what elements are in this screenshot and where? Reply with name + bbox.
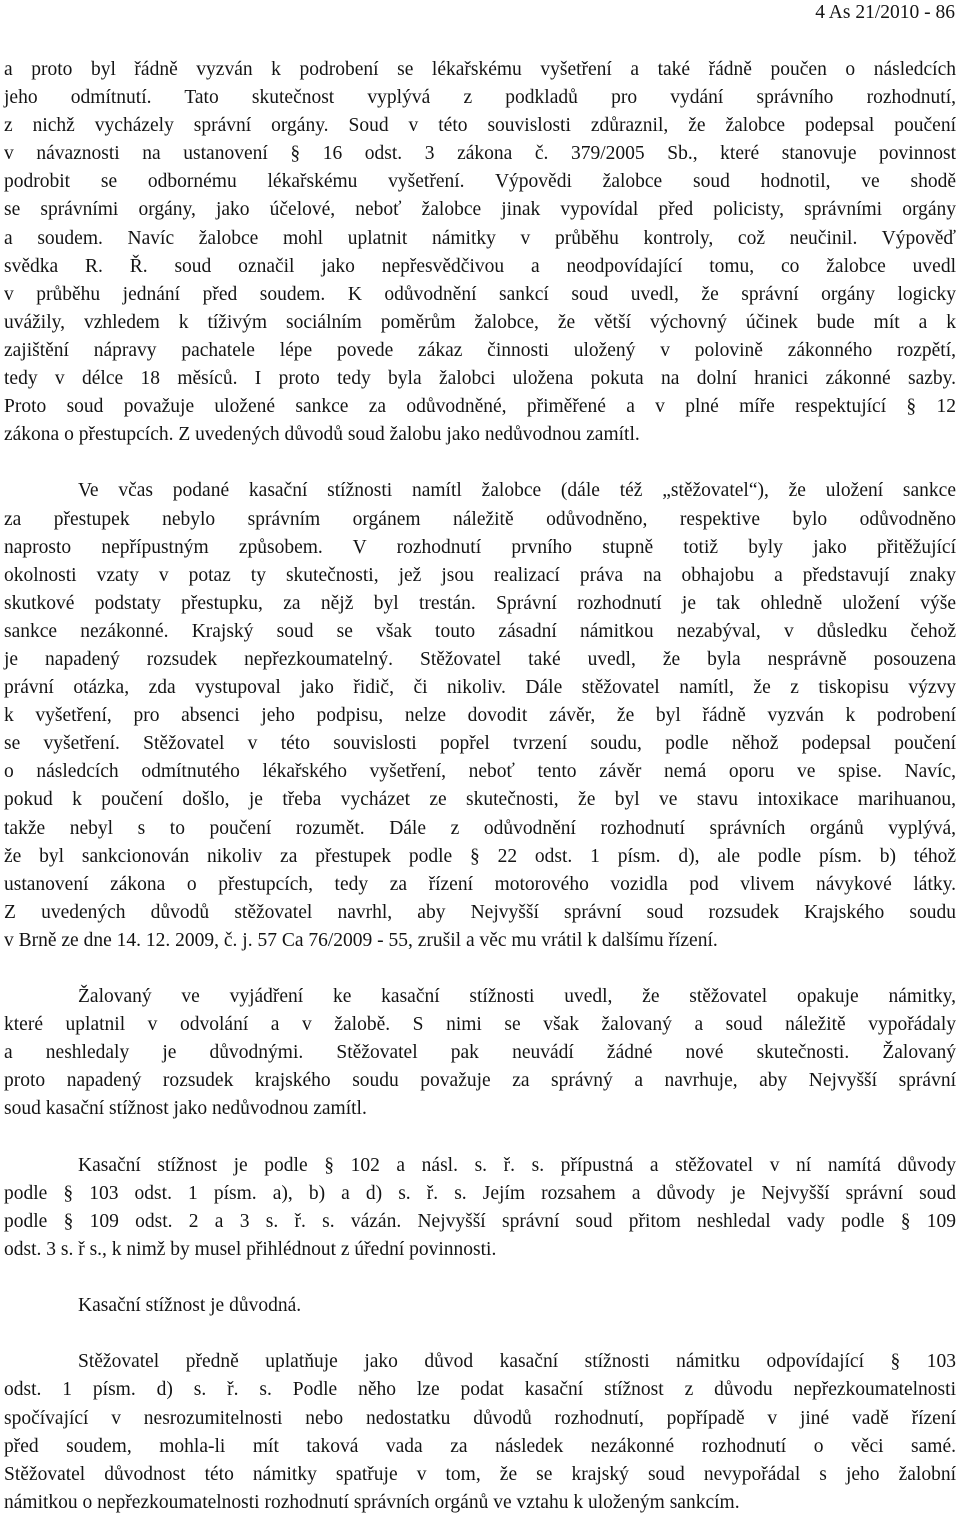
text-line: za přestupek nebylo správním orgánem náležitě odůvodněno, respektive bylo odůvodněno — [4, 508, 956, 530]
text-line: Stěžovatel předně uplatňuje jako důvod kasační stížnosti námitku odpovídající § 103 — [78, 1351, 956, 1373]
text-line: Proto soud považuje uložené sankce za odůvodněné, přiměřené a v plné míře respektující § 12 — [4, 396, 956, 418]
text-line: a proto byl řádně vyzván k podrobení se lékařskému vyšetření a také řádně poučen o následcích — [4, 59, 956, 80]
paragraph-verdict — [4, 1292, 956, 1320]
text-line: podle § 109 odst. 2 a 3 s. ř. s. vázán. Nejvyšší správní soud přitom neshledal vady podle § 109 — [4, 1210, 956, 1232]
page-reference: 4 As 21/2010 - 86 — [815, 2, 955, 23]
text-line: spočívající v nesrozumitelnosti nebo nedostatku důvodů rozhodnutí, popřípadě v jiné vadě řízení — [4, 1407, 956, 1429]
text-line: a soudem. Navíc žalobce mohl uplatnit námitky v průběhu kontroly, což neučinil. Výpověď — [4, 227, 956, 249]
text-line: je napadený rozsudek nepřezkoumatelný. Stěžovatel také uvedl, že byla nesprávně posouzena — [4, 648, 956, 670]
text-line: Z uvedených důvodů stěžovatel navrhl, aby Nejvyšší správní soud rozsudek Krajského soudu — [4, 901, 956, 923]
text-line: sankce nezákonné. Krajský soud se však touto zásadní námitkou nezabýval, v důsledku čehož — [4, 620, 956, 642]
paragraph-continued — [4, 56, 956, 449]
text-line: že byl sankcionován nikoliv za přestupek podle § 22 odst. 1 písm. d), ale podle písm. b) téhož — [4, 845, 956, 867]
text-line: před soudem, mohla-li mít taková vada za následek nezákonné rozhodnutí o věci samé. — [4, 1435, 956, 1457]
text-line: Kasační stížnost je důvodná. — [78, 1295, 302, 1317]
paragraph-cassation-complaint — [4, 477, 956, 955]
text-line: ustanovení zákona o přestupcích, tedy za řízení motorového vozidla pod vlivem návykové látky. — [4, 873, 956, 895]
text-line: se správními orgány, jako účelové, neboť žalobce jinak vypovídal před policisty, správními orgány — [4, 199, 956, 221]
text-line: tedy v délce 18 měsíců. I proto tedy byla žalobci uložena pokuta na dolní hranici zákonné sazby. — [4, 368, 956, 390]
text-line: odst. 1 písm. d) s. ř. s. Podle něho lze podat kasační stížnost z důvodu nepřezkoumatelnosti — [4, 1379, 956, 1401]
text-line: naprosto nepřípustným způsobem. V rozhodnutí prvního stupně totiž byly jako přitěžující — [4, 536, 956, 558]
text-line: z nichž vycházely správní orgány. Soud v této souvislosti zdůraznil, že žalobce podepsal poučení — [4, 115, 956, 137]
text-line: které uplatnil v odvolání a v žalobě. S nimi se však žalovaný a soud náležitě vypořádaly — [4, 1014, 956, 1036]
text-line: podle § 103 odst. 1 písm. a), b) a d) s. ř. s. Jejím rozsahem a důvody je Nejvyšší správní soud — [4, 1182, 956, 1204]
text-line: námitkou o nepřezkoumatelnosti rozhodnutí správních orgánů ve vztahu k uloženým sankcím. — [4, 1491, 740, 1513]
text-line: skutkové podstaty přestupku, za nějž byl trestán. Správní rozhodnutí je tak ohledně uložení výše — [4, 592, 956, 614]
text-line: se vyšetření. Stěžovatel v této souvislosti popřel tvrzení soudu, podle něhož podepsal poučení — [4, 733, 956, 755]
text-line: svědka R. Ř. soud označil jako nepřesvědčivou a neodpovídající tomu, co žalobce uvedl — [4, 255, 956, 277]
paragraph-defendant-statement — [4, 983, 956, 1123]
text-line: odst. 3 s. ř s., k nimž by musel přihlédnout z úřední povinnosti. — [4, 1238, 497, 1260]
text-line: pokud k poučení došlo, je třeba vycházet ze skutečnosti, že byl ve stavu intoxikace marihuanou, — [4, 789, 956, 811]
text-line: právní otázka, zda vystupoval jako řidič, či nikoliv. Dále stěžovatel namítl, že z tiskopisu výzvy — [4, 677, 956, 699]
text-line: Stěžovatel důvodnost této námitky spatřuje v tom, že se krajský soud nevypořádal s jeho žalobní — [4, 1463, 956, 1485]
text-line: v Brně ze dne 14. 12. 2009, č. j. 57 Ca 76/2009 - 55, zrušil a věc mu vrátil k dalšímu řízení. — [4, 929, 718, 951]
text-line: v návaznosti na ustanovení § 16 odst. 3 zákona č. 379/2005 Sb., které stanovuje povinnost — [4, 143, 956, 165]
text-line: Ve včas podané kasační stížnosti namítl žalobce (dále též „stěžovatel“), že uložení sankce — [78, 480, 956, 502]
text-line: o následcích odmítnutého lékařského vyšetření, neboť tento závěr nemá oporu ve spise. Navíc, — [4, 761, 956, 783]
text-line: jeho odmítnutí. Tato skutečnost vyplývá z podkladů pro vydání správního rozhodnutí, — [4, 87, 956, 109]
text-line: zajištění nápravy pachatele lépe povede zákaz činnosti uložený v polovině zákonného rozpětí, — [4, 339, 956, 361]
text-line: proto napadený rozsudek krajského soudu považuje za správný a navrhuje, aby Nejvyšší správní — [4, 1070, 956, 1092]
text-line: okolnosti vzaty v potaz ty skutečnosti, jež jsou realizací práva na obhajobu a představují znaky — [4, 564, 956, 586]
text-line: soud kasační stížnost jako nedůvodnou zamítl. — [4, 1098, 367, 1120]
paragraph-admissibility — [4, 1152, 956, 1264]
text-line: takže nebyl s to poučení rozumět. Dále z odůvodnění rozhodnutí správních orgánů vyplývá, — [4, 817, 956, 839]
text-line: a neshledaly je důvodnými. Stěžovatel pak neuvádí žádné nové skutečnosti. Žalovaný — [4, 1042, 956, 1064]
paragraph-reasoning — [4, 1348, 956, 1517]
text-line: zákona o přestupcích. Z uvedených důvodů soud žalobu jako nedůvodnou zamítl. — [4, 424, 640, 446]
text-line: v průběhu jednání před soudem. K odůvodnění sankcí soud uvedl, že správní orgány logicky — [4, 283, 956, 305]
text-line: podrobit se odbornému lékařskému vyšetření. Výpovědi žalobce soud hodnotil, ve shodě — [4, 171, 956, 193]
document-body — [4, 56, 956, 1517]
text-line: Kasační stížnost je podle § 102 a násl. s. ř. s. přípustná a stěžovatel v ní namítá důvody — [78, 1154, 956, 1176]
text-line: k vyšetření, pro absenci jeho podpisu, nelze dovodit závěr, že byl řádně vyzván k podrobení — [4, 705, 956, 727]
text-line: Žalovaný ve vyjádření ke kasační stížnosti uvedl, že stěžovatel opakuje námitky, — [78, 986, 956, 1008]
text-line: uvážily, vzhledem k tíživým sociálním poměrům žalobce, že větší výchovný účinek bude mít a k — [4, 311, 956, 333]
